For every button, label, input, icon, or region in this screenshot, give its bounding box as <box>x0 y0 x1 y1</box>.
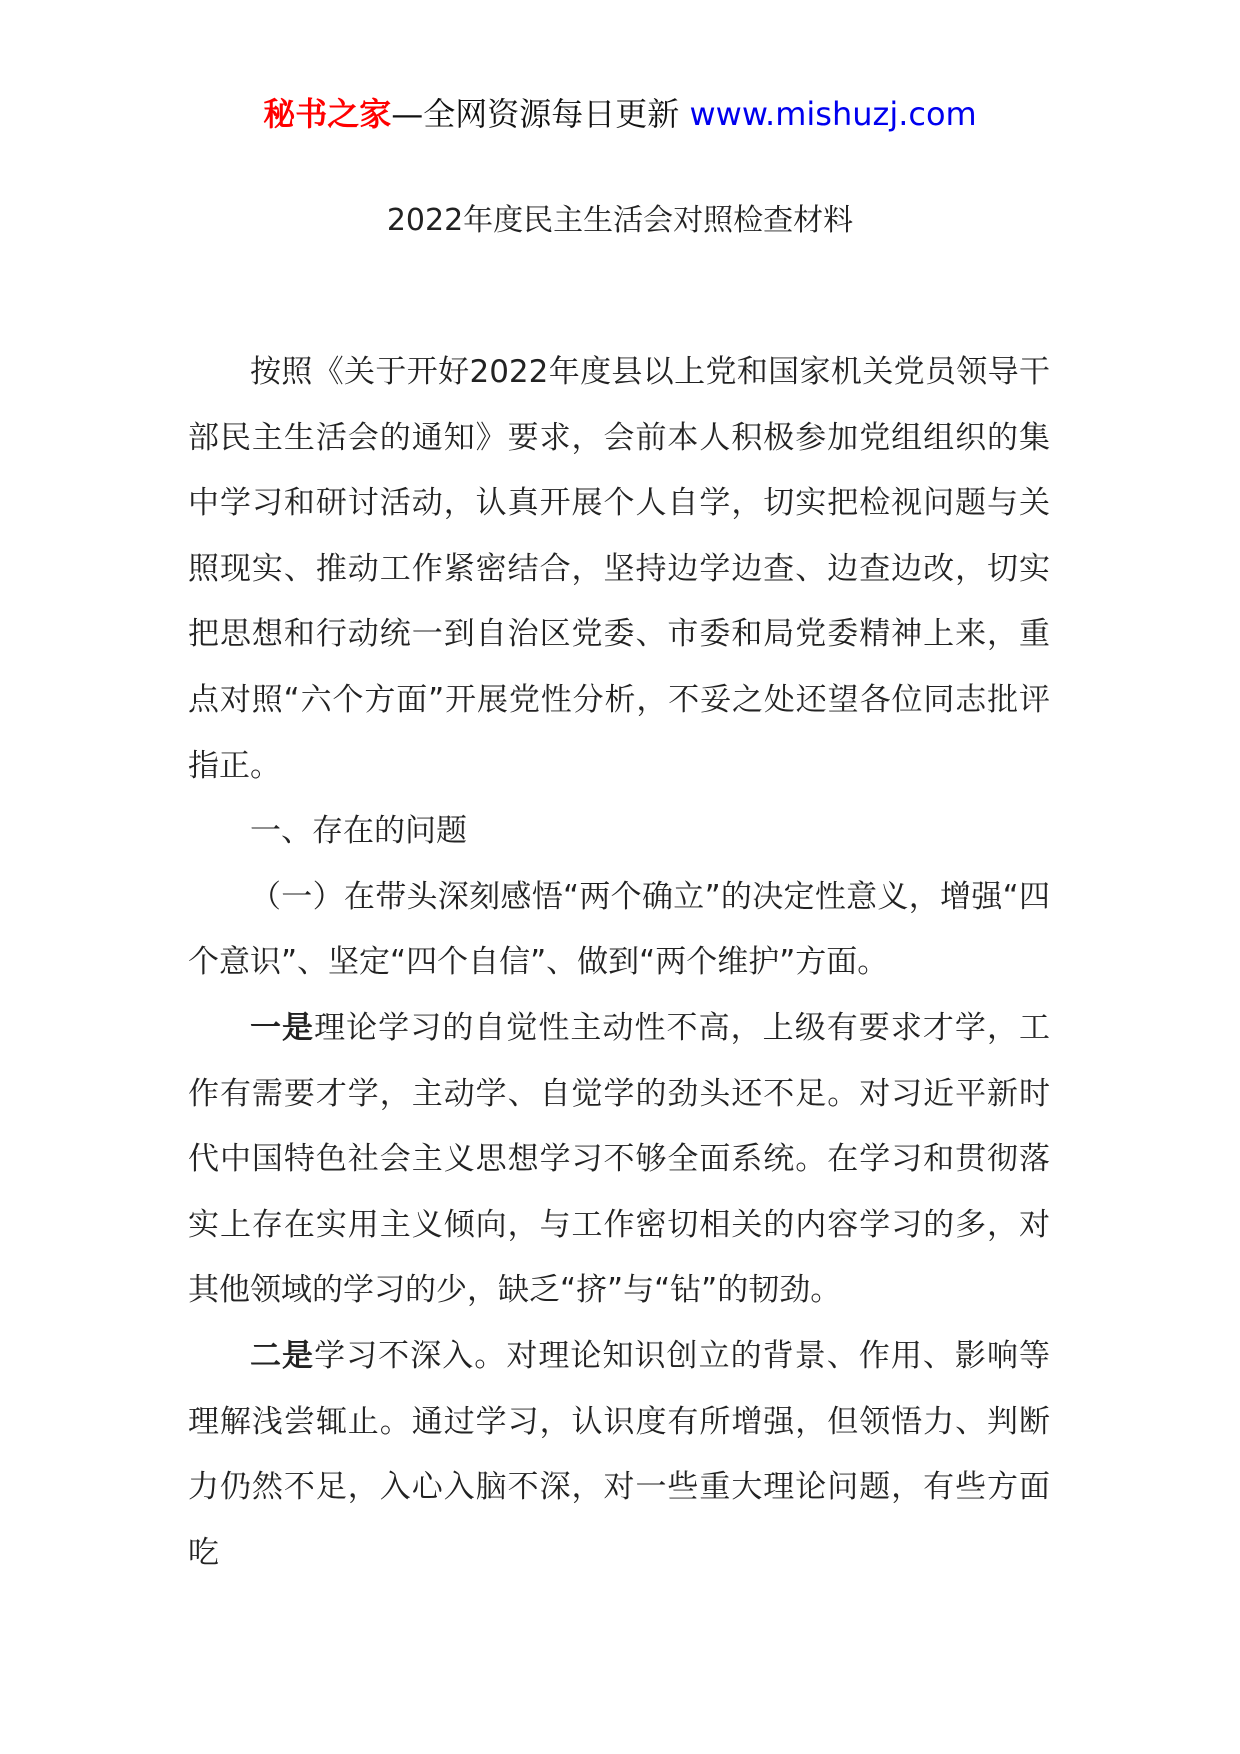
site-header <box>0 92 1240 136</box>
point-1-text: 理论学习的自觉性主动性不高，上级有要求才学，工作有需要才学，主动学、自觉学的劲头还不足。对习近平新时代中国特色社会主义思想学习不够全面系统。在学习和贯彻落实上存在实用主义倾向，与工作密切相关的内容学习的多，对其他领域的学习的少，缺乏“挤”与“钻”的韧劲。 <box>188 1009 1051 1309</box>
subsection-heading: （一）在带头深刻感悟“两个确立”的决定性意义，增强“四个意识”、坚定“四个自信”、做到“两个维护”方面。 <box>188 878 1050 981</box>
site-url-link[interactable]: www.mishuzj.com <box>689 95 977 133</box>
brand-name: 秘书之家 <box>263 95 392 133</box>
intro-paragraph: 按照《关于开好2022年度县以上党和国家机关党员领导干部民主生活会的通知》要求，会前本人积极参加党组组织的集中学习和研讨活动，认真开展个人自学，切实把检视问题与关照现实、推动工作紧密结合，坚持边学边查、边查边改，切实把思想和行动统一到自治区党委、市委和局党委精神上来，重点对照“六个方面”开展党性分析，不妥之处还望各位同志批评指正。 <box>188 354 1050 784</box>
document-body <box>188 340 1050 1586</box>
point-paragraph-2 <box>188 1324 1050 1586</box>
point-paragraph-1 <box>188 996 1050 1324</box>
header-slogan: —全网资源每日更新 <box>391 95 680 133</box>
point-2-lead: 二是 <box>250 1337 315 1374</box>
document-title: 2022年度民主生活会对照检查材料 <box>386 203 854 238</box>
point-2-text: 学习不深入。对理论知识创立的背景、作用、影响等理解浅尝辄止。通过学习，认识度有所增强，但领悟力、判断力仍然不足，入心入脑不深，对一些重大理论问题，有些方面吃 <box>188 1337 1051 1571</box>
point-1-lead: 一是 <box>250 1009 315 1046</box>
section-heading: 一、存在的问题 <box>250 813 467 850</box>
